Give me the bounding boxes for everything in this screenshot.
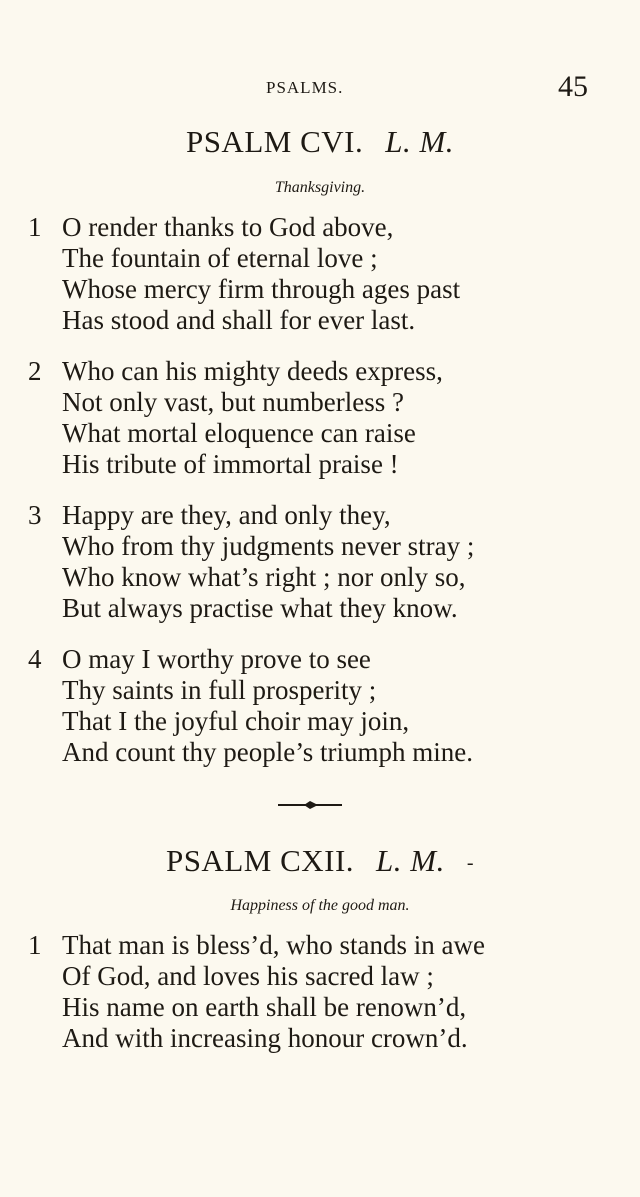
verse-line: Of God, and loves his sacred law ; — [62, 961, 434, 991]
verse-number: 2 — [28, 356, 42, 386]
psalm-title: PSALM CXII. — [165, 843, 355, 878]
verse-line: Happy are they, and only they, — [62, 500, 391, 530]
verse-line: And with increasing honour crown’d. — [62, 1023, 468, 1053]
verse-line: That I the joyful choir may join, — [62, 706, 410, 736]
verse-line: Has stood and shall for ever last. — [62, 305, 416, 335]
psalm-heading — [0, 843, 640, 879]
verse-number: 4 — [28, 644, 42, 674]
running-head-title: PSALMS. — [266, 78, 344, 97]
verse-number: 1 — [28, 930, 42, 960]
verse-line: O may I worthy prove to see — [62, 644, 371, 674]
verse-line: Not only vast, but numberless ? — [62, 387, 404, 417]
verse-line: Who from thy judgments never stray ; — [62, 531, 475, 561]
psalm-subtitle: Thanksgiving. — [274, 179, 366, 196]
stanza — [0, 212, 640, 336]
psalm-section — [0, 843, 640, 1054]
verse-line: But always practise what they know. — [62, 593, 458, 623]
verse-line: Thy saints in full prosperity ; — [62, 675, 377, 705]
stanza — [0, 356, 640, 480]
psalm-subtitle: Happiness of the good man. — [230, 897, 410, 914]
verse-line: And count thy people’s triumph mine. — [62, 737, 473, 767]
ornament-divider — [278, 798, 342, 812]
verse-line: O render thanks to God above, — [62, 212, 394, 242]
verse-line: That man is bless’d, who stands in awe — [62, 930, 485, 960]
psalm-meter: L. M. — [385, 124, 455, 159]
psalm-meter: L. M. — [376, 843, 445, 878]
verse-number: 3 — [28, 500, 42, 530]
verse-line: What mortal eloquence can raise — [62, 418, 416, 448]
psalm-title: PSALM CVI. — [185, 124, 364, 159]
verse-line: Who know what’s right ; nor only so, — [62, 562, 466, 592]
stanza — [0, 500, 640, 624]
verse-line: Who can his mighty deeds express, — [62, 356, 443, 386]
psalm-section — [0, 124, 640, 768]
verse-line: The fountain of eternal love ; — [62, 243, 378, 273]
stanza — [0, 644, 640, 768]
verse-number: 1 — [28, 212, 42, 242]
verse-line: His tribute of immortal praise ! — [62, 449, 399, 479]
trailing-mark: - — [466, 852, 475, 875]
running-head — [0, 70, 640, 106]
stanza — [0, 930, 640, 1054]
psalm-heading — [0, 124, 640, 160]
page-number: 45 — [558, 70, 588, 103]
verse-line: Whose mercy firm through ages past — [62, 274, 461, 304]
verse-line: His name on earth shall be renown’d, — [62, 992, 467, 1022]
